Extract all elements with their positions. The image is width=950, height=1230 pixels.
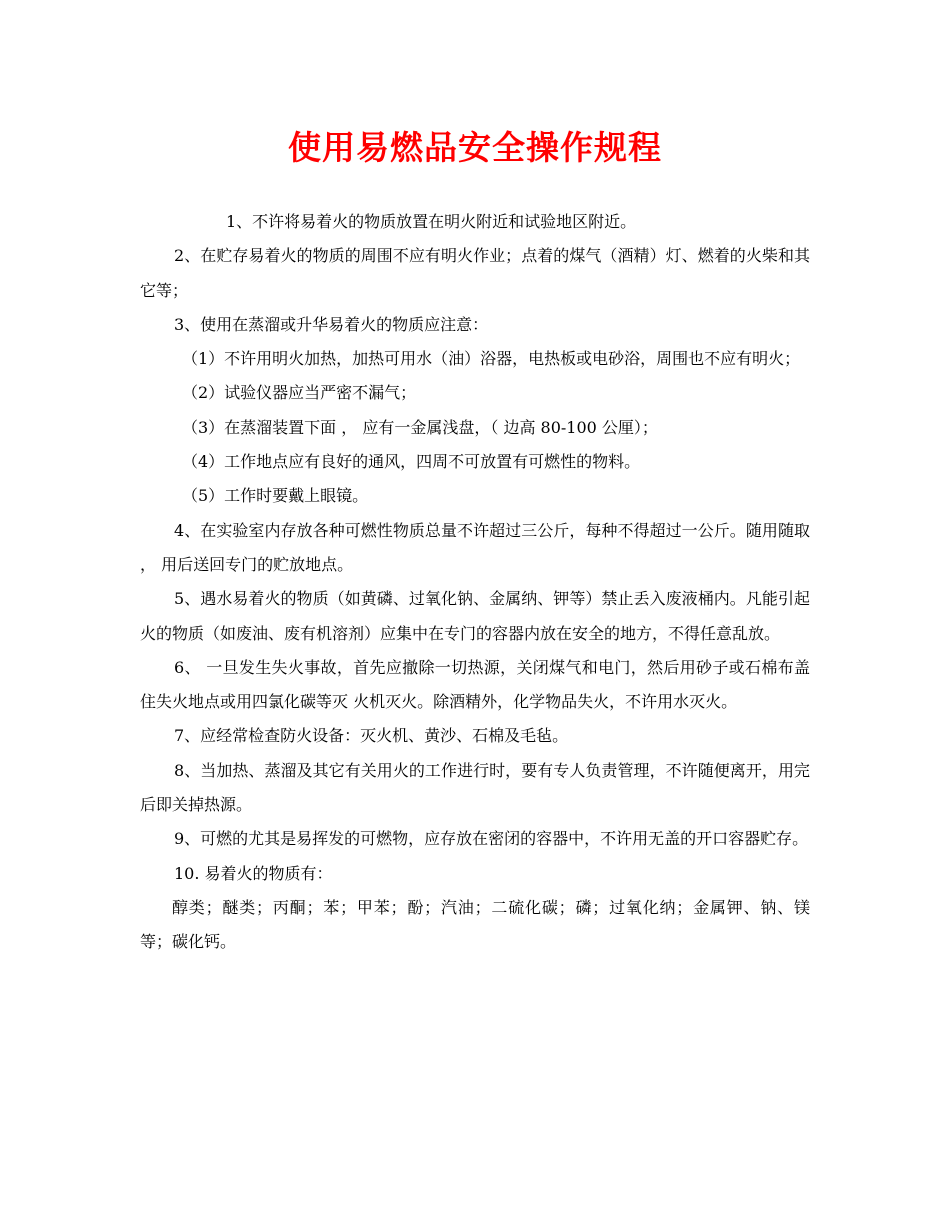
- paragraph-8: 8、当加热、蒸溜及其它有关用火的工作进行时，要有专人负责管理，不许随便离开，用完后即关掉热源。: [140, 760, 810, 815]
- document-title: 使用易燃品安全操作规程: [288, 128, 662, 167]
- paragraph-10: 10. 易着火的物质有：: [174, 863, 333, 883]
- paragraph-5: 5、遇水易着火的物质（如黄磷、过氧化钠、金属纳、钾等）禁止丢入废液桶内。凡能引起火的物质（如废油、废有机溶剂）应集中在专门的容器内放在安全的地方，不得任意乱放。: [140, 589, 810, 643]
- paragraph-2: 2、在贮存易着火的物质的周围不应有明火作业；点着的煤气（酒精）灯、燃着的火柴和其它等；: [140, 246, 810, 300]
- paragraph-3-item-5: （5）工作时要戴上眼镜。: [182, 486, 369, 506]
- paragraph-6: 6、 一旦发生失火事故，首先应撤除一切热源，关闭煤气和电门，然后用砂子或石棉布盖住失火地点或用四氯化碳等灭 火机灭火。除酒精外，化学物品失火，不许用水灭火。: [140, 657, 810, 712]
- paragraph-3-item-1: （1）不许用明火加热，加热可用水（油）浴器，电热板或电砂浴，周围也不应有明火；: [182, 349, 801, 369]
- paragraph-7: 7、应经常检查防火设备：灭火机、黄沙、石棉及毛毡。: [174, 726, 569, 746]
- document-body: [140, 205, 810, 960]
- paragraph-1: 1、不许将易着火的物质放置在明火附近和试验地区附近。: [226, 212, 637, 231]
- paragraph-4: 4、在实验室内存放各种可燃性物质总量不许超过三公斤，每种不得超过一公斤。随用随取 ， 用后送回专门的贮放地点。: [140, 520, 810, 574]
- paragraph-9: 9、可燃的尤其是易挥发的可燃物，应存放在密闭的容器中，不许用无盖的开口容器贮存。: [174, 829, 809, 849]
- paragraph-3-item-3: （3）在蒸溜装置下面 ， 应有一金属浅盘，（ 边高 80-100 公厘）；: [182, 417, 658, 437]
- paragraph-3-item-2: （2）试验仪器应当严密不漏气；: [182, 383, 417, 403]
- paragraph-3: 3、使用在蒸溜或升华易着火的物质应注意：: [174, 314, 489, 334]
- flammable-substances-list: 醇类；醚类；丙酮；苯；甲苯；酚；汽油；二硫化碳；磷；过氧化纳；金属钾、钠、镁等；碳化钙。: [140, 897, 810, 952]
- paragraph-3-item-4: （4）工作地点应有良好的通风，四周不可放置有可燃性的物料。: [182, 452, 641, 472]
